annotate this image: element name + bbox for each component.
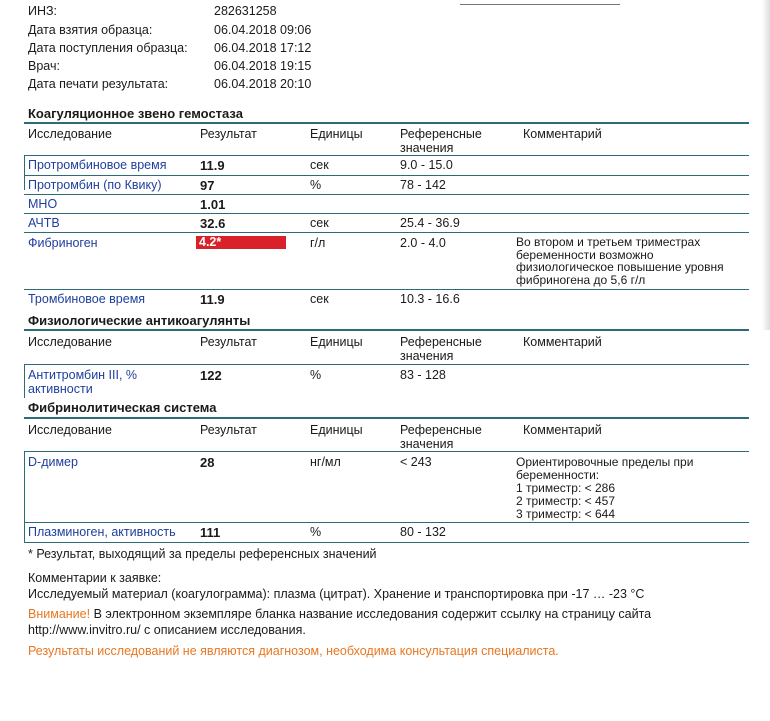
test-name[interactable]: АЧТВ [28, 216, 60, 230]
meta-label: Врач: [28, 59, 60, 73]
table-divider [24, 289, 749, 290]
top-decoration-line [460, 0, 620, 5]
comments-title: Комментарии к заявке: [28, 571, 162, 585]
warning-label: Внимание! [28, 607, 91, 621]
header-reference-2: значения [400, 349, 454, 363]
test-name[interactable]: Протромбиновое время [28, 158, 167, 172]
header-reference-2: значения [400, 141, 454, 155]
out-of-range-result: 4.2* [196, 236, 286, 249]
table-divider [24, 522, 749, 523]
table-divider [24, 175, 749, 176]
link-line [28, 623, 306, 637]
units-value: сек [310, 216, 329, 230]
table-border [24, 451, 25, 542]
header-test: Исследование [28, 127, 112, 141]
out-of-range-note: * Результат, выходящий за пределы референсных значений [28, 547, 377, 561]
meta-label: Дата взятия образца: [28, 23, 153, 37]
section-title: Коагуляционное звено гемостаза [28, 106, 243, 121]
meta-value: 06.04.2018 19:15 [214, 59, 312, 73]
result-value: 11.9 [200, 158, 225, 173]
result-value: 111 [200, 525, 221, 540]
header-comment: Комментарий [523, 423, 602, 437]
table-divider [24, 194, 749, 195]
header-reference: Референсные [400, 127, 482, 141]
result-value: 32.6 [200, 216, 226, 231]
meta-value: 06.04.2018 20:10 [214, 77, 312, 91]
reference-value: 25.4 - 36.9 [400, 216, 460, 230]
header-test: Исследование [28, 423, 112, 437]
header-result: Результат [200, 335, 257, 349]
test-name[interactable]: Антитромбин III, % [28, 368, 138, 382]
meta-label: Дата поступления образца: [28, 41, 188, 55]
comment-line: беременности: [516, 468, 600, 482]
result-value: 28 [200, 455, 215, 470]
warning-line [28, 607, 651, 621]
table-divider [24, 122, 749, 124]
comment-line: 1 триместр: < 286 [516, 481, 616, 495]
result-value: 122 [200, 368, 222, 383]
header-comment: Комментарий [523, 335, 602, 349]
header-result: Результат [200, 127, 257, 141]
meta-label: Дата печати результата: [28, 77, 169, 91]
units-value: сек [310, 292, 329, 306]
page-edge-shadow [762, 0, 770, 330]
comment-text: Во втором и третьем триместрах беременности возможно физиологическое повышение уровня фибриногена до 5,6 г/л [516, 235, 724, 287]
header-reference: Референсные [400, 335, 482, 349]
disclaimer: Результаты исследований не являются диагнозом, необходима консультация специалиста. [28, 644, 559, 658]
meta-value: 06.04.2018 17:12 [214, 41, 312, 55]
reference-value: < 243 [400, 455, 432, 469]
test-name[interactable]: Протромбин (по Квику) [28, 178, 162, 192]
section-title: Физиологические антикоагулянты [28, 313, 251, 328]
reference-value: 9.0 - 15.0 [400, 158, 453, 172]
test-name[interactable]: МНО [28, 197, 58, 211]
reference-value: 78 - 142 [400, 178, 446, 192]
section-title: Фибринолитическая система [28, 400, 217, 415]
table-border [24, 155, 25, 190]
table-divider [24, 364, 749, 365]
header-units: Единицы [310, 127, 363, 141]
header-units: Единицы [310, 423, 363, 437]
meta-label: ИНЗ: [28, 4, 58, 18]
result-value: 97 [200, 178, 215, 193]
table-divider [24, 213, 749, 214]
header-reference-2: значения [400, 437, 454, 451]
units-value: % [310, 525, 322, 539]
header-reference: Референсные [400, 423, 482, 437]
test-name[interactable]: Фибриноген [28, 236, 98, 250]
table-divider [24, 417, 749, 419]
link-suffix: с описанием исследования. [140, 623, 306, 637]
meta-value: 06.04.2018 09:06 [214, 23, 312, 37]
table-border [24, 364, 25, 398]
invitro-link[interactable]: http://www.invitro.ru/ [28, 623, 141, 637]
header-test: Исследование [28, 335, 112, 349]
test-name-line2[interactable]: активности [28, 382, 93, 396]
header-comment: Комментарий [523, 127, 602, 141]
units-value: % [310, 178, 322, 192]
reference-value: 83 - 128 [400, 368, 446, 382]
table-divider [24, 232, 749, 233]
units-value: сек [310, 158, 329, 172]
comment-line: 3 триместр: < 644 [516, 507, 616, 521]
reference-value: 80 - 132 [400, 525, 446, 539]
result-value: 1.01 [200, 197, 226, 212]
warning-text: В электронном экземпляре бланка название исследования содержит ссылку на страницу сайта [90, 607, 652, 621]
reference-value: 10.3 - 16.6 [400, 292, 460, 306]
units-value: нг/мл [310, 455, 341, 469]
header-result: Результат [200, 423, 257, 437]
material-note: Исследуемый материал (коагулограмма): плазма (цитрат). Хранение и транспортировка при -17 … -23 °С [28, 587, 645, 601]
result-value: 11.9 [200, 292, 225, 307]
test-name[interactable]: D-димер [28, 455, 78, 469]
table-divider [24, 451, 749, 452]
table-divider [24, 155, 749, 156]
units-value: % [310, 368, 322, 382]
comment-line: 2 триместр: < 457 [516, 494, 616, 508]
meta-value: 282631258 [214, 4, 277, 18]
table-divider [24, 329, 749, 331]
table-divider [24, 542, 749, 543]
header-units: Единицы [310, 335, 363, 349]
test-name[interactable]: Тромбиновое время [28, 292, 146, 306]
units-value: г/л [310, 236, 326, 250]
comment-line: Ориентировочные пределы при [516, 455, 694, 469]
test-name[interactable]: Плазминоген, активность [28, 525, 176, 539]
reference-value: 2.0 - 4.0 [400, 236, 446, 250]
